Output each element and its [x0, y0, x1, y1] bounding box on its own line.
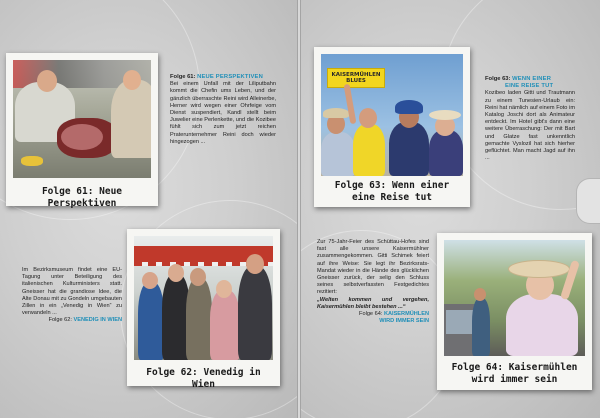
episode-62-photo	[134, 236, 273, 360]
episode-61-heading-title: NEUE PERSPEKTIVEN	[197, 74, 263, 80]
episode-63-caption-line-2: eine Reise tut	[351, 192, 433, 203]
episode-64-caption-line-2: wird immer sein	[471, 374, 558, 385]
episode-63-heading	[485, 76, 575, 90]
episode-64-photo	[444, 240, 585, 356]
episode-62-footer	[22, 317, 122, 324]
episode-64-caption-line-1: Folge 64: Kaisermühlen	[451, 362, 578, 373]
episode-64-footer	[317, 311, 429, 325]
episode-62-footer-prefix: Folge 62:	[48, 317, 72, 324]
episode-63-heading-title-1: WENN EINER	[512, 76, 552, 82]
slipcase-notch	[576, 178, 600, 224]
episode-63-body: Kozibeo laden Gitti und Trautmann zu einem Tunesien-Urlaub ein: Reini hat nämlich auf einem Foto im Katalog Joschi dort als Animateur entdeckt. Im Hotel gibt's dann eine weitere Überraschung: Der mit Bart und Glatze fast unkenntlich gemachte Vyslozil hat sich hierher geflüchtet. Man macht Jagd auf ihn ...	[485, 90, 575, 162]
episode-61-photo	[13, 60, 151, 178]
episode-62-text	[22, 267, 122, 325]
episode-63-text	[485, 76, 575, 162]
episode-64-caption	[444, 356, 585, 390]
episode-61-heading	[170, 74, 276, 81]
episode-64-quote: „Welten kommen und vergehen, Kaisermühlen bleibt bestehen ...“	[317, 296, 429, 310]
episode-62-body: Im Bezirksmuseum findet eine EU-Tagung unter Beteiligung des italienischen Kulturministers statt. Gneisser hat die grandiose Idee, die Alte Donau mit zu Gondeln umgebauten Zillen in ein „Venedig in Wien“ zu verwandeln ...	[22, 267, 122, 317]
episode-62-caption: Folge 62: Venedig in Wien	[146, 367, 261, 390]
episode-63-caption	[321, 176, 463, 206]
episode-61-heading-prefix: Folge 61:	[170, 74, 196, 80]
photo-card-episode-64	[437, 233, 592, 390]
episode-64-footer-title-2: WIRD IMMER SEIN	[379, 318, 429, 325]
photo-card-episode-63	[314, 47, 470, 207]
episode-63-photo	[321, 54, 463, 176]
episode-63-sign: KAISERMÜHLEN BLUES	[327, 68, 385, 88]
episode-64-body: Zur 75-Jahr-Feier des Schüttau-Hofes sind fast alle unsere Kaisermühlner zusammengekommen. Gitti Schimek feiert auf ihre Weise: Sie legt ihr Bezirksrats-Mandat wieder in die Hände des glücklichen Gneisser zurück, der selig den Schluss seines selbstverfassten Festgedichtes rezitiert:	[317, 239, 429, 296]
photo-card-episode-62	[127, 229, 280, 390]
episode-64-text	[317, 239, 429, 325]
episode-61-body: Bei einem Unfall mit der Liliputbahn kommt die Chefin ums Leben, und der gänzlich überraschte Reini wird Alleinerbe, Herner wird wegen einer Ohrfeige vom Dienst suspendiert, Kandl stellt beim Juwelier eine Perlenkette, und die Kozibee fühlt sich zum jetzt reichen Praterunternehmer Reini doch wieder hingezogen ...	[170, 81, 276, 145]
photo-card-episode-61	[6, 53, 158, 209]
episode-64-footer-prefix: Folge 64:	[359, 311, 383, 318]
episode-63-heading-title-2: EINE REISE TUT	[505, 83, 554, 90]
episode-63-heading-prefix: Folge 63:	[485, 76, 511, 82]
left-page	[0, 0, 297, 418]
episode-63-caption-line-1: Folge 63: Wenn einer	[334, 180, 450, 191]
episode-61-caption: Folge 61: Neue Perspektiven	[41, 186, 123, 209]
episode-61-text	[170, 74, 276, 146]
right-page	[301, 0, 600, 418]
episode-64-footer-title-1: KAISERMÜHLEN	[383, 311, 429, 318]
episode-62-footer-title: VENEDIG IN WIEN	[73, 317, 122, 324]
